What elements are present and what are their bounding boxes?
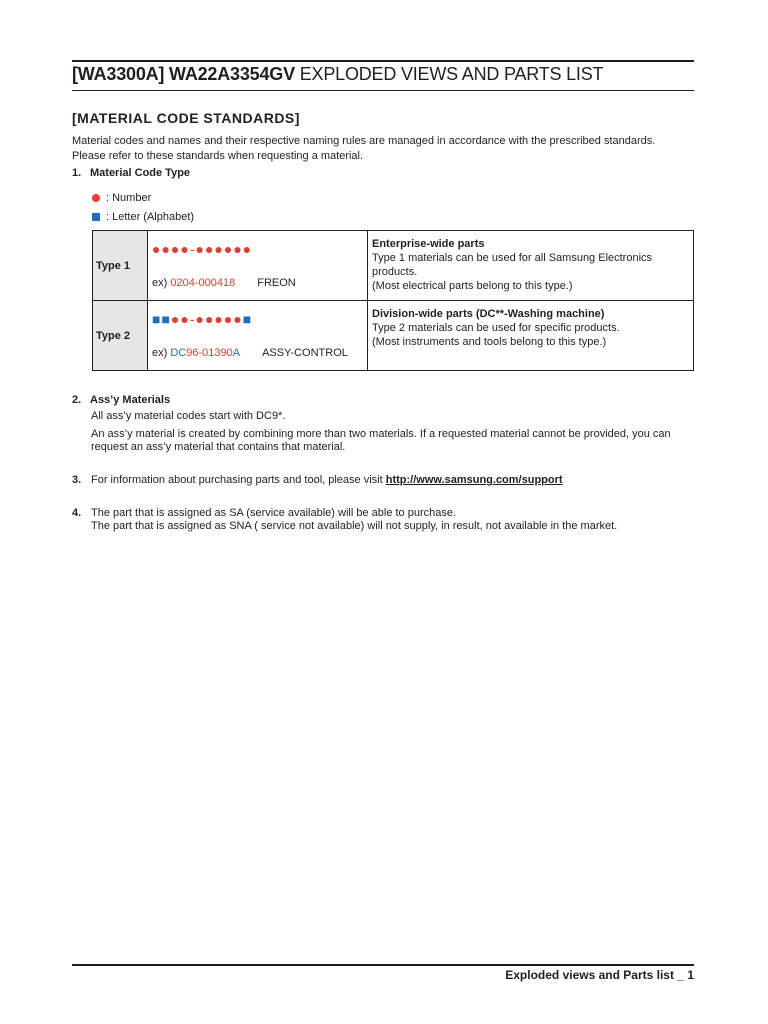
item-2-line-2: An ass’y material is created by combining more than two materials. If a requested material cannot be provided, you can request an ass’y material that contains that material. — [91, 428, 671, 453]
item-4-line-1: The part that is assigned as SA (service available) will be able to purchase. — [91, 507, 457, 519]
pattern-dash: - — [189, 311, 196, 327]
code-example — [152, 347, 348, 359]
description-line: Type 2 materials can be used for specific products. — [372, 322, 620, 334]
support-link[interactable]: http://www.samsung.com/support — [385, 474, 563, 486]
number-markers: ●●●●● — [195, 311, 243, 327]
description-line: (Most instruments and tools belong to this type.) — [372, 336, 607, 348]
table-row — [93, 231, 694, 301]
item-3-number: 3. — [72, 474, 82, 486]
letter-markers: ■■ — [152, 311, 171, 327]
title-rule — [72, 90, 694, 91]
title-text: EXPLODED VIEWS AND PARTS LIST — [299, 64, 604, 84]
pattern-dash: - — [189, 241, 196, 257]
example-label: FREON — [257, 277, 296, 289]
description-title: Enterprise-wide parts — [372, 238, 485, 250]
table-row — [93, 301, 694, 371]
intro-paragraph — [72, 134, 712, 164]
description-line: Type 1 materials can be used for all Samsung Electronics products. — [372, 252, 653, 278]
page-footer: Exploded views and Parts list _ 1 — [505, 968, 694, 982]
top-rule — [72, 60, 694, 62]
red-dot-icon — [92, 194, 100, 202]
code-cell — [148, 301, 368, 371]
example-code-part: 01390 — [202, 347, 233, 359]
intro-line-1: Material codes and names and their respective naming rules are managed in accordance with the prescribed standards. — [72, 135, 656, 147]
page-title — [72, 64, 603, 85]
item-1-heading — [72, 167, 190, 179]
item-1-title: Material Code Type — [90, 167, 191, 179]
bottom-rule — [72, 964, 694, 966]
example-label: ASSY-CONTROL — [262, 347, 348, 359]
example-code-part: 96 — [186, 347, 199, 359]
description-title: Division-wide parts (DC**-Washing machine) — [372, 308, 605, 320]
item-4-number: 4. — [72, 507, 82, 519]
type-cell: Type 2 — [93, 301, 148, 371]
example-code-part: DC — [170, 347, 187, 359]
item-2-heading — [72, 394, 170, 406]
example-prefix: ex) — [152, 277, 168, 289]
code-cell — [148, 231, 368, 301]
legend-letter — [92, 211, 194, 223]
item-1-number: 1. — [72, 167, 82, 179]
code-pattern — [152, 241, 252, 257]
number-markers: ●●●●●● — [195, 241, 253, 257]
legend-number — [92, 192, 151, 204]
item-3 — [72, 473, 702, 488]
example-prefix: ex) — [152, 347, 168, 359]
number-markers: ●●●● — [152, 241, 190, 257]
legend-number-text: : Number — [106, 192, 152, 204]
example-dash: - — [198, 347, 203, 359]
section-heading: [MATERIAL CODE STANDARDS] — [72, 110, 300, 126]
number-markers: ●● — [170, 311, 190, 327]
item-4-line-2: The part that is assigned as SNA ( service not available) will not supply, in result, not available in the market. — [91, 520, 618, 532]
description-cell — [368, 231, 694, 301]
letter-markers: ■ — [242, 311, 253, 327]
description-line: (Most electrical parts belong to this type.) — [372, 280, 573, 292]
item-3-text: For information about purchasing parts and tool, please visit — [91, 474, 383, 486]
item-4-number-wrap — [72, 507, 90, 519]
code-example — [152, 277, 296, 289]
model-code: [WA3300A] WA22A3354GV — [72, 64, 295, 84]
item-2-line-1: All ass’y material codes start with DC9*. — [91, 410, 286, 422]
legend-letter-text: : Letter (Alphabet) — [106, 211, 195, 223]
code-pattern — [152, 311, 252, 327]
example-code-part: A — [232, 347, 241, 359]
intro-line-2: Please refer to these standards when requesting a material. — [72, 150, 364, 162]
example-code-part: 000418 — [198, 277, 236, 289]
description-cell — [368, 301, 694, 371]
blue-square-icon — [92, 213, 100, 221]
item-2-title: Ass’y Materials — [90, 394, 171, 406]
material-code-table — [92, 230, 694, 371]
item-2-number: 2. — [72, 394, 82, 406]
type-cell: Type 1 — [93, 231, 148, 301]
example-dash: - — [194, 277, 199, 289]
example-code-part: 0204 — [170, 277, 195, 289]
